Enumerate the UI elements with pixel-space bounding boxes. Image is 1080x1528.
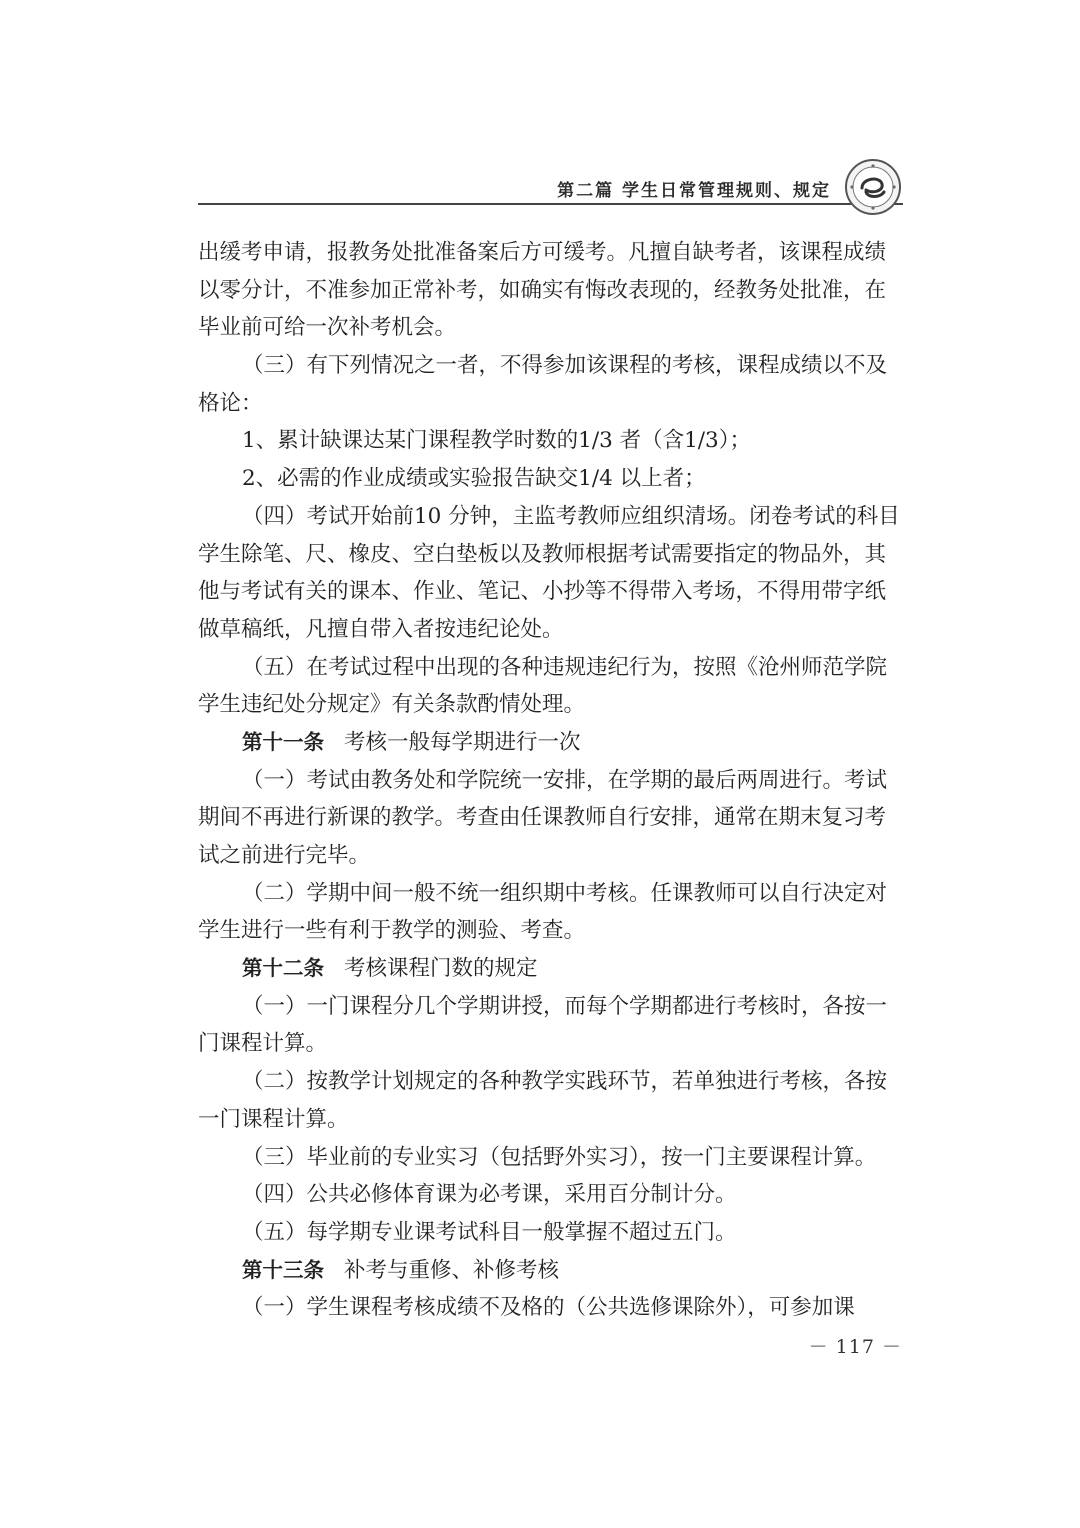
running-header: [198, 160, 903, 206]
clause-line: （二）学期中间一般不统一组织期中考核。任课教师可以自行决定对: [242, 880, 888, 906]
clause-line: （四）公共必修体育课为必考课，采用百分制计分。: [242, 1182, 737, 1208]
body-line: 他与考试有关的课本、作业、笔记、小抄等不得带入考场，不得用带字纸: [198, 579, 887, 605]
body-line: 做草稿纸，凡擅自带入者按违纪论处。: [198, 616, 564, 642]
chapter-title: 第二篇 学生日常管理规则、规定: [557, 181, 831, 201]
clause-line: （一）考试由教务处和学院统一安排，在学期的最后两周进行。考试: [242, 767, 888, 793]
body-line: 学生除笔、尺、橡皮、空白垫板以及教师根据考试需要指定的物品外，其: [198, 541, 887, 567]
article-label: 第十三条: [242, 1257, 324, 1282]
list-item: 1、累计缺课达某门课程教学时数的1/3 者（含1/3）；: [242, 428, 751, 454]
header-rule: [198, 203, 903, 205]
article-title: 考核课程门数的规定: [344, 956, 538, 982]
body-line: 出缓考申请，报教务处批准备案后方可缓考。凡擅自缺考者，该课程成绩: [198, 240, 887, 265]
article-heading: [198, 950, 900, 988]
article-title: 补考与重修、补修考核: [344, 1257, 560, 1283]
article-title: 考核一般每学期进行一次: [344, 729, 581, 755]
body-line: 一门课程计算。: [198, 1106, 349, 1132]
list-item: 2、必需的作业成绩或实验报告缺交1/4 以上者；: [242, 466, 706, 492]
body-line: 试之前进行完毕。: [198, 843, 371, 868]
clause-line: （一）学生课程考核成绩不及格的（公共选修课除外），可参加课: [242, 1295, 855, 1321]
clause-line: （三）毕业前的专业实习（包括野外实习），按一门主要课程计算。: [242, 1144, 877, 1170]
article-heading: [198, 1252, 900, 1290]
body-line: 以零分计，不准参加正常补考，如确实有悔改表现的，经教务处批准，在: [198, 277, 887, 303]
clause-line: （五）在考试过程中出现的各种违规违纪行为，按照《沧州师范学院: [242, 654, 888, 680]
page-number: － 117 －: [808, 1336, 902, 1358]
article-label: 第十一条: [242, 729, 324, 754]
page-body: [198, 234, 900, 1327]
clause-line: （三）有下列情况之一者，不得参加该课程的考核，课程成绩以不及: [242, 353, 888, 379]
body-line: 学生进行一些有利于教学的测验、考查。: [198, 918, 586, 944]
clause-line: （四）考试开始前10 分钟，主监考教师应组织清场。闭卷考试的科目: [242, 503, 900, 529]
clause-line: （二）按教学计划规定的各种教学实践环节，若单独进行考核，各按: [242, 1069, 888, 1095]
clause-line: （五）每学期专业课考试科目一般掌握不超过五门。: [242, 1219, 737, 1245]
clause-line: （一）一门课程分几个学期讲授，而每个学期都进行考核时，各按一: [242, 993, 888, 1019]
article-heading: [198, 724, 900, 762]
body-line: 毕业前可给一次补考机会。: [198, 315, 457, 341]
university-seal-icon: [844, 158, 902, 216]
body-line: 门课程计算。: [198, 1031, 328, 1057]
article-label: 第十二条: [242, 956, 324, 981]
body-line: 格论：: [198, 390, 263, 416]
body-line: 期间不再进行新课的教学。考查由任课教师自行安排，通常在期末复习考: [198, 805, 887, 831]
body-line: 学生违纪处分规定》有关条款酌情处理。: [198, 692, 586, 718]
